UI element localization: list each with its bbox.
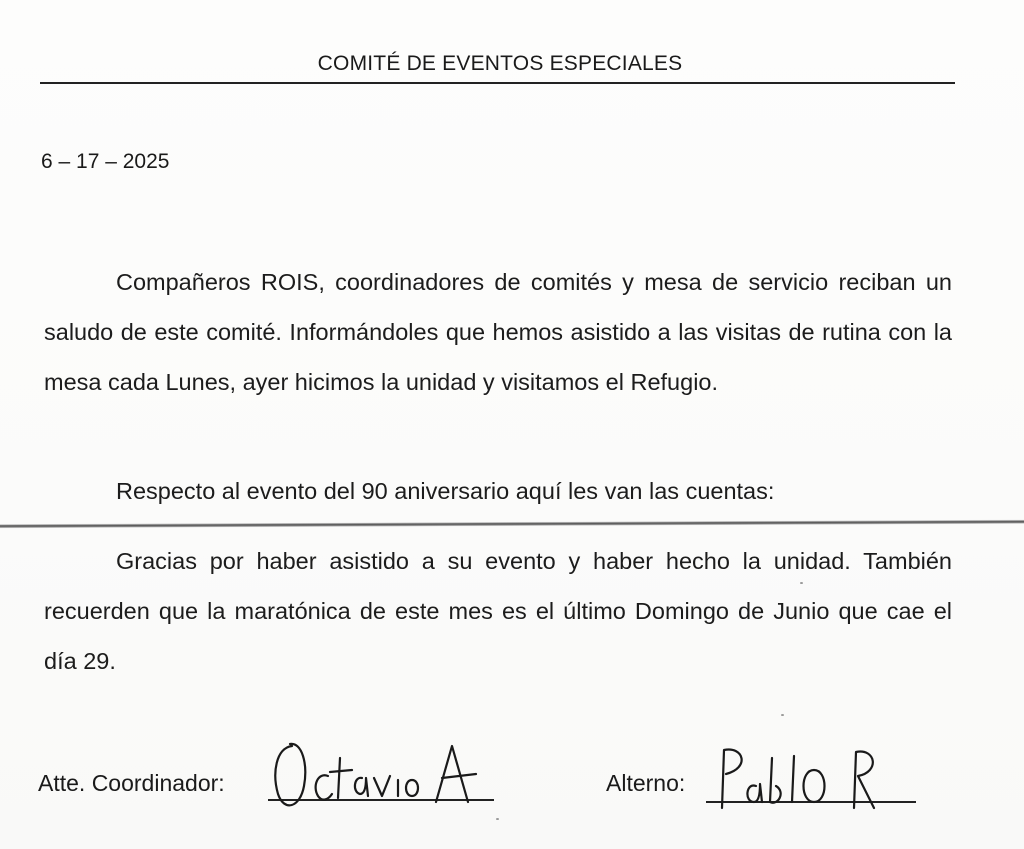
- paragraph-thanks: [44, 536, 952, 686]
- alternate-signature: [704, 738, 914, 818]
- paper-speck: [496, 818, 499, 820]
- paper-speck: [781, 714, 784, 716]
- paragraph-accounts: [44, 466, 952, 516]
- alternate-signature-drawing: [704, 738, 914, 818]
- header-rule: [40, 82, 955, 84]
- coordinator-label: Atte. Coordinador:: [38, 770, 225, 796]
- paragraph-accounts-text: Respecto al evento del 90 aniversario aquí les van las cuentas:: [116, 478, 775, 504]
- document-date: 6 – 17 – 2025: [41, 150, 170, 173]
- committee-title: COMITÉ DE EVENTOS ESPECIALES: [317, 52, 683, 75]
- paragraph-thanks-text: Gracias por haber asistido a su evento y haber hecho la unidad. También recuerden que la maratónica de este mes es el último Domingo de Junio que cae el día 29.: [44, 548, 952, 674]
- coordinator-signature: [266, 728, 498, 820]
- coordinator-signature-drawing: [266, 728, 498, 820]
- alternate-label: Alterno:: [606, 770, 686, 796]
- paragraph-greeting: [44, 257, 952, 407]
- page-fold-line: [0, 520, 1024, 528]
- paragraph-greeting-text: Compañeros ROIS, coordinadores de comités y mesa de servicio reciban un saludo de este comité. Informándoles que hemos asistido a las visitas de rutina con la mesa cada Lunes, ayer hicimos la unidad y visitamos el Refugio.: [44, 269, 952, 395]
- paper-speck: [800, 582, 803, 584]
